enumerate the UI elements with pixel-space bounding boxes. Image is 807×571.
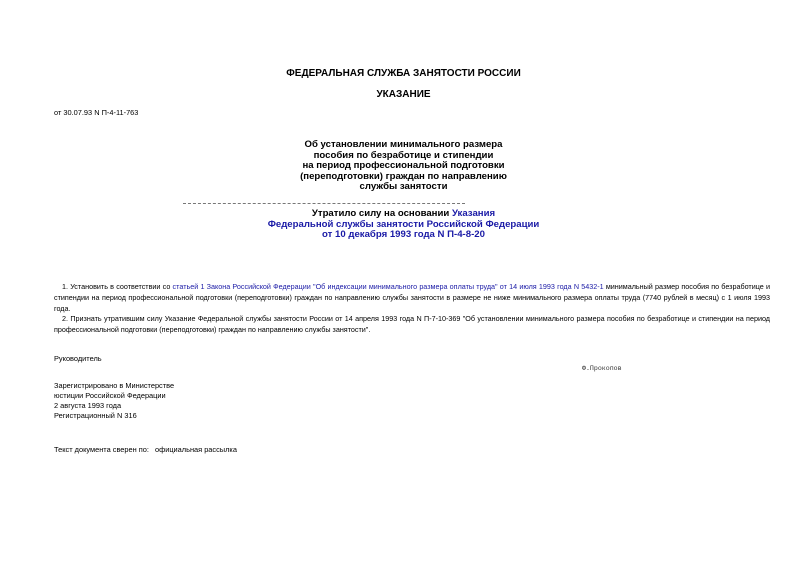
- registration-line: Зарегистрировано в Министерстве: [54, 381, 175, 390]
- lost-force-link-date[interactable]: от 10 декабря 1993 года N П-4-8-20: [322, 229, 485, 241]
- doc-reference: от 30.07.93 N П-4-11-763: [54, 108, 139, 117]
- title-line: службы занятости: [359, 181, 448, 193]
- agency-heading: ФЕДЕРАЛЬНАЯ СЛУЖБА ЗАНЯТОСТИ РОССИИ: [286, 68, 521, 79]
- signature-name: Ф.Прокопов: [582, 365, 622, 372]
- registration-line: Регистрационный N 316: [54, 411, 137, 420]
- doc-type-heading: УКАЗАНИЕ: [376, 89, 431, 100]
- verified-source: официальная рассылка: [155, 445, 237, 454]
- paragraph-1: [54, 281, 770, 314]
- title-line: на период профессиональной подготовки: [302, 160, 505, 172]
- lost-force-notice: [200, 209, 607, 241]
- paragraph-2: 2. Признать утратившим силу Указание Федеральной службы занятости России от 14 апреля 1993 года N П-7-10-369 "Об установлении минимального размера пособия по безработице и стипендии на период профессиональной подготовки (переподготовки) граждан по направлению службы занятости".: [54, 314, 770, 334]
- paragraph-1-text: 1. Установить в соответствии со: [62, 282, 173, 291]
- lost-force-text: Утратило силу на основании: [311, 208, 452, 219]
- title-line: пособия по безработице и стипендии: [313, 149, 494, 161]
- registration-block: [54, 381, 174, 421]
- registration-line: юстиции Российской Федерации: [54, 391, 166, 400]
- law-link[interactable]: статьей 1 Закона Российской Федерации "Об индексации минимального размера оплаты труда" от 14 июля 1993 года N 5432-1: [172, 282, 604, 291]
- signature-role: Руководитель: [54, 354, 102, 363]
- title-line: (переподготовки) граждан по направлению: [300, 170, 507, 182]
- registration-line: 2 августа 1993 года: [54, 401, 122, 410]
- title-line: Об установлении минимального размера: [304, 139, 503, 150]
- lost-force-link-agency[interactable]: Федеральной службы занятости Российской Федерации: [267, 218, 540, 230]
- lost-force-link[interactable]: Указания: [451, 208, 496, 219]
- document-title: [200, 140, 607, 193]
- verified-label: Текст документа сверен по:: [54, 445, 149, 454]
- separator-line: [183, 203, 465, 204]
- paragraph-1-text-end: минимальный размер пособия по безработице и стипендии на период профессиональной подготовки (переподготовки) граждан по направлению службы занятости в размере не ниже минимального размера оплаты труда (7740 рублей в месяц) с 1 июля 1993 года.: [54, 282, 770, 313]
